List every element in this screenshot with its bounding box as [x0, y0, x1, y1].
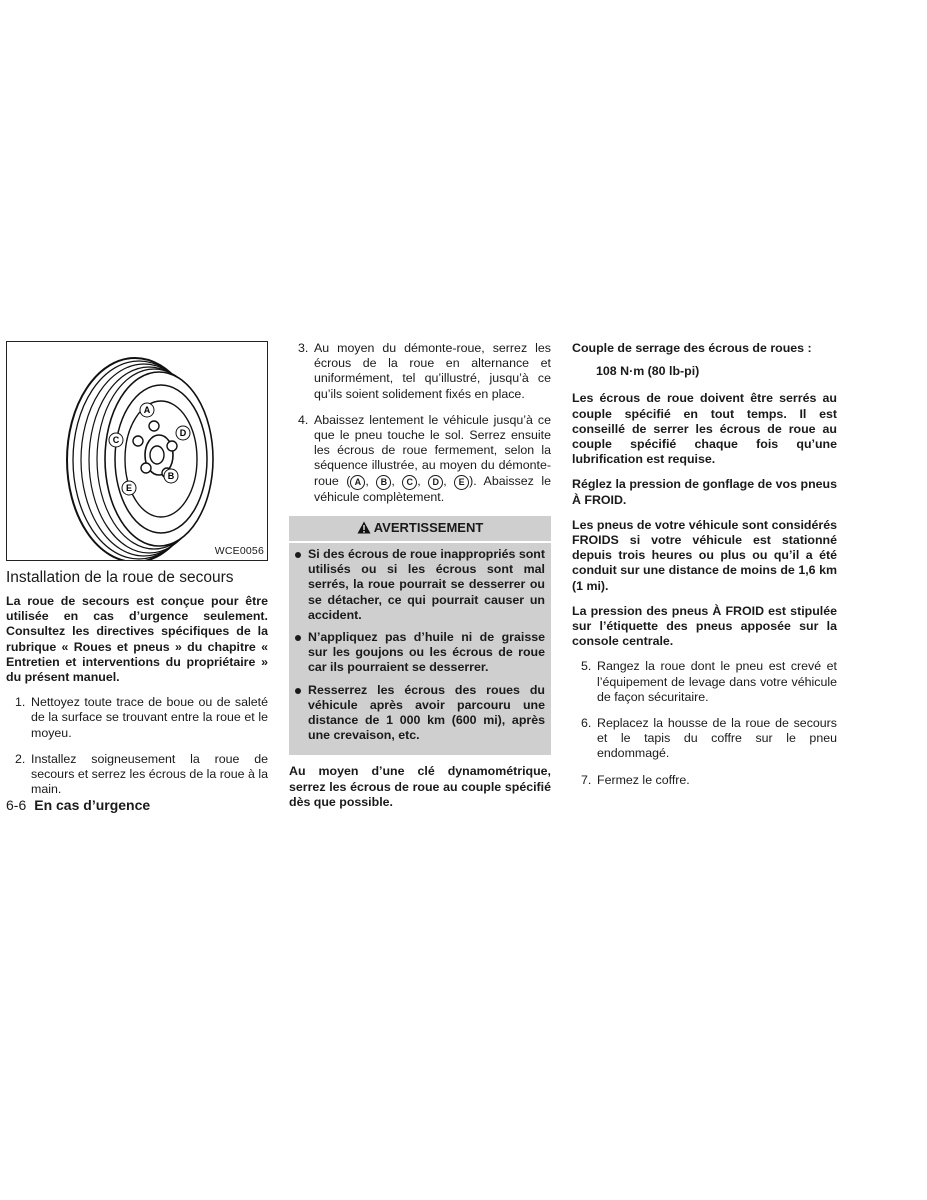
- step-text: Replacez la housse de la roue de secours et le tapis du coffre sur le pneu endommagé.: [597, 716, 837, 761]
- left-column: [6, 341, 268, 808]
- step-text: Rangez la roue dont le pneu est crevé et l’équipement de levage dans votre véhicule de façon sécuritaire.: [597, 659, 837, 704]
- warning-box: [289, 516, 551, 756]
- chapter-title: En cas d’urgence: [34, 797, 151, 813]
- bullet-icon: [295, 635, 301, 641]
- fig-label-c: C: [112, 435, 120, 445]
- step-6: [572, 716, 837, 762]
- step-text: Abaissez lentement le véhicule jusqu’à ce que le pneu touche le sol. Serrez ensuite les écrous de roue fermement, selon la séquence illustrée, au moyen du démonte-roue ( A , B , C , D , E ). Abaissez le véhicule complètement.: [314, 412, 551, 504]
- steps-list-2: [289, 341, 551, 505]
- warning-triangle-icon: [357, 521, 371, 537]
- step-7: [572, 773, 837, 788]
- step-number: 3.: [298, 341, 309, 355]
- warning-title: AVERTISSEMENT: [373, 519, 484, 535]
- sequence-a: A: [350, 475, 365, 490]
- steps-list-1: [6, 695, 268, 797]
- warning-list: [289, 543, 551, 743]
- step-number: 7.: [581, 772, 592, 787]
- closing-paragraph: Au moyen d’une clé dynamométrique, serrez les écrous de roue au couple spécifié dès que possible.: [289, 764, 551, 809]
- warning-header: [289, 516, 551, 543]
- tire-drawing: [7, 342, 267, 560]
- section-title: Installation de la roue de secours: [6, 569, 234, 586]
- warning-item: [293, 630, 545, 676]
- fig-label-b: B: [167, 471, 175, 481]
- torque-paragraph: Les écrous de roue doivent être serrés au couple spécifié en tout temps. Il est conseillé de serrer les écrous de roue au couple spécifié chaque fois qu’une lubrification est requise.: [572, 391, 837, 467]
- step-text: Installez soigneusement la roue de secours et serrez les écrous de la roue à la main.: [31, 751, 268, 797]
- page-footer: [6, 798, 150, 813]
- step-number: 6.: [581, 716, 592, 731]
- intro-paragraph: La roue de secours est conçue pour être utilisée en cas d’urgence seulement. Consultez les directives spécifiques de la rubrique « Roues et pneus » du chapitre « Entretien et interventions du propriétaire » du présent manuel.: [6, 594, 268, 685]
- figure-code: WCE0056: [214, 544, 264, 557]
- step-number: 2.: [15, 751, 26, 766]
- placard-paragraph: La pression des pneus À FROID est stipulée sur l’étiquette des pneus apposée sur la console centrale.: [572, 603, 837, 649]
- step-4-text-before: Abaissez lentement le véhicule jusqu’à ce que le pneu touche le sol. Serrez ensuite les écrous de roue fermement, selon la séquence illustrée, au moyen du démonte-roue (: [314, 412, 551, 488]
- step-number: 4.: [298, 412, 309, 427]
- torque-value: 108 N·m (80 lb-pi): [596, 364, 700, 379]
- steps-list-3: [572, 659, 837, 787]
- warning-item: [293, 683, 545, 744]
- step-5: [572, 659, 837, 705]
- sequence-d: D: [428, 475, 443, 490]
- sequence-b: B: [376, 475, 391, 490]
- bullet-icon: [295, 552, 301, 558]
- warning-item-text: Si des écrous de roue inappropriés sont utilisés ou si les écrous sont mal serrés, la roue pourrait se desserrer ou se détacher, ce qui pourrait causer un accident.: [308, 547, 545, 622]
- middle-column: [289, 341, 551, 820]
- right-column: [572, 341, 837, 799]
- sequence-c: C: [402, 475, 417, 490]
- fig-label-d: D: [179, 428, 187, 438]
- step-2: [6, 752, 268, 798]
- torque-heading: Couple de serrage des écrous de roues :: [572, 341, 812, 355]
- sequence-e: E: [454, 475, 469, 490]
- step-text: Nettoyez toute trace de boue ou de saleté de la surface se trouvant entre la roue et le moyeu.: [31, 695, 268, 740]
- warning-item: [293, 547, 545, 623]
- pressure-paragraph: Réglez la pression de gonflage de vos pneus À FROID.: [572, 477, 837, 507]
- step-number: 1.: [15, 695, 26, 710]
- step-4: [289, 413, 551, 505]
- warning-item-text: N’appliquez pas d’huile ni de graisse sur les goujons ou les écrous de roue car ils pourraient se desserrer.: [308, 630, 545, 675]
- cold-tires-paragraph: Les pneus de votre véhicule sont considérés FROIDS si votre véhicule est stationné depuis trois heures ou plus ou qu’il a été conduit sur une distance de moins de 1,6 km (1 mi).: [572, 517, 837, 593]
- fig-label-e: E: [125, 483, 133, 493]
- warning-item-text: Resserrez les écrous des roues du véhicule après avoir parcouru une distance de 1 000 km (600 mi), après une crevaison, etc.: [308, 682, 545, 743]
- step-number: 5.: [581, 659, 592, 674]
- page-number: 6-6: [6, 797, 27, 813]
- step-4-text-after: ). Abaissez le véhicule complètement.: [314, 473, 551, 504]
- step-3: [289, 341, 551, 402]
- step-text: Au moyen du démonte-roue, serrez les écrous de la roue en alternance et uniformément, tel qu’illustré, jusqu’à ce qu’ils soient solidement fixés en place.: [314, 341, 551, 401]
- bullet-icon: [295, 688, 301, 694]
- fig-label-a: A: [143, 405, 151, 415]
- wheel-illustration: [6, 341, 268, 561]
- step-text: Fermez le coffre.: [597, 772, 690, 787]
- step-1: [6, 695, 268, 741]
